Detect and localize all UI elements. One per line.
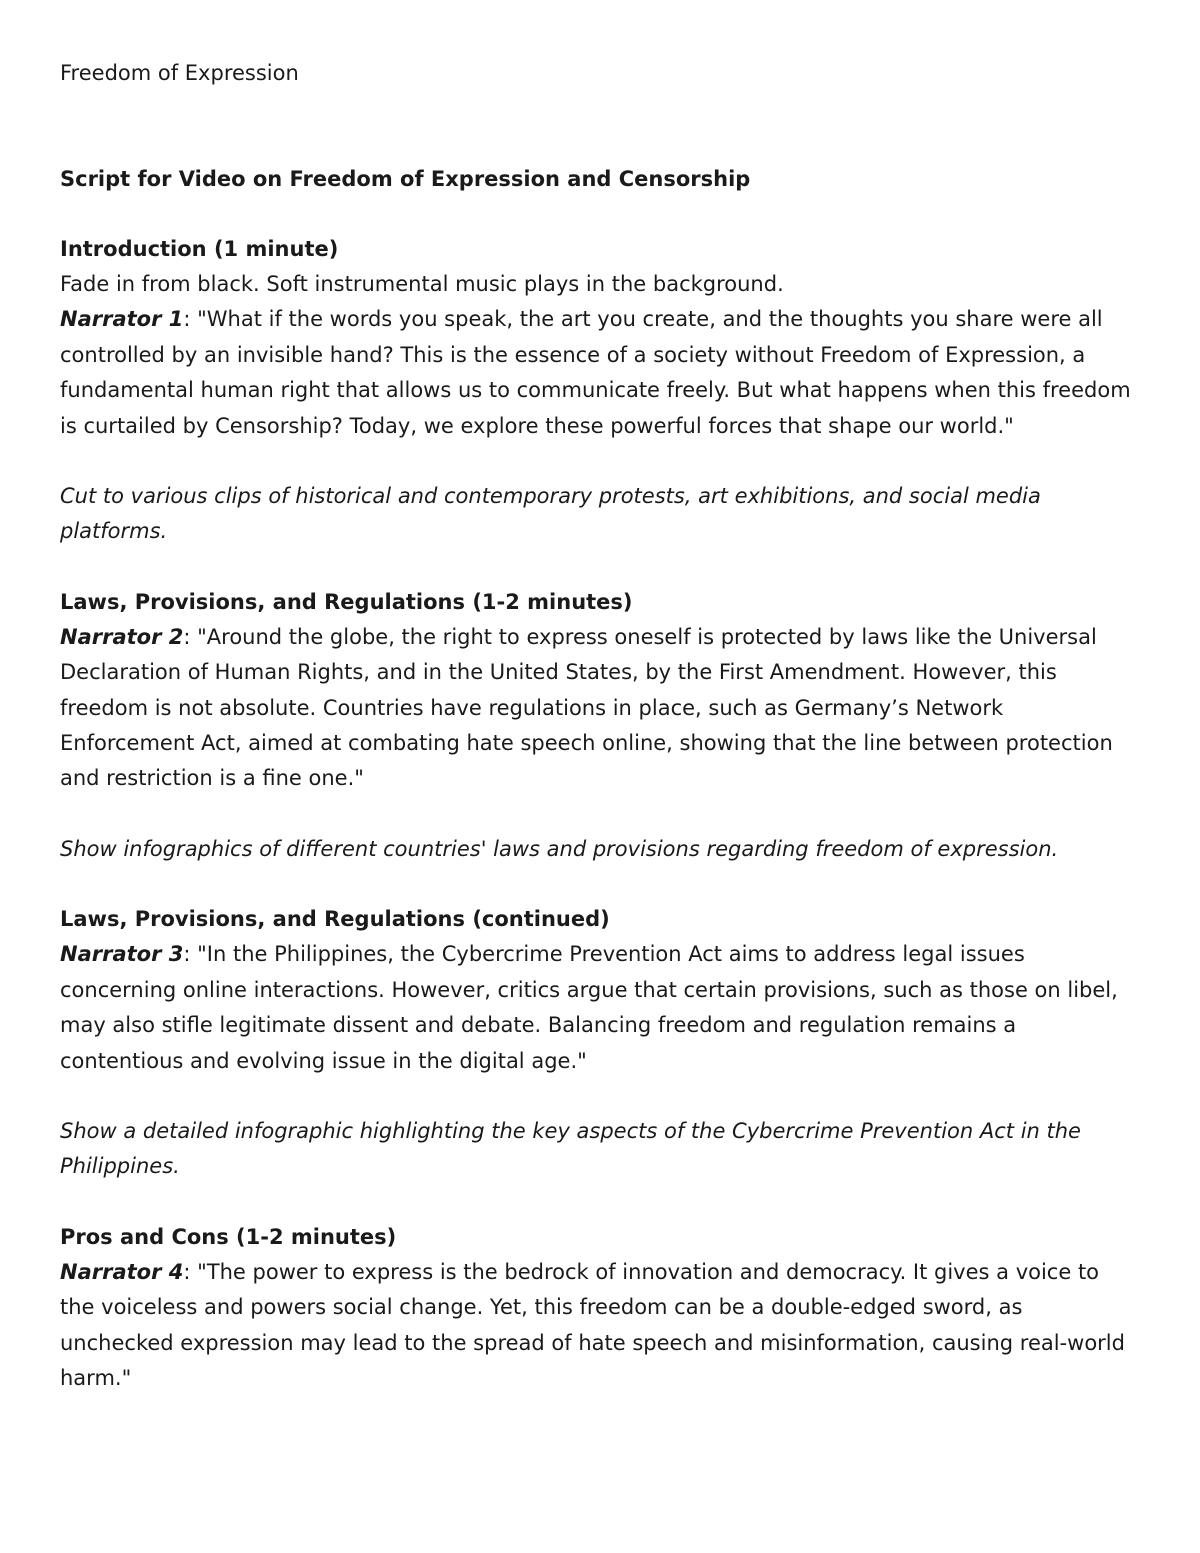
narrator-label: Narrator 1: [60, 307, 184, 332]
narrator-label: Narrator 3: [60, 942, 184, 967]
narration-text: : "The power to express is the bedrock of innovation and democracy. It gives a voice to the voiceless and powers social change. Yet, this freedom can be a double-edged sword, as unchecked expression may lead to the spread of hate speech and misinformation, causing real-world harm.": [60, 1259, 1125, 1390]
section-pros-cons: [60, 1220, 1140, 1397]
narration-paragraph: [60, 302, 1140, 444]
document-page: [60, 56, 1140, 1396]
narration-text: : "Around the globe, the right to express oneself is protected by laws like the Universal Declaration of Human Rights, and in the United States, by the First Amendment. However, this freedom is not absolute. Countries have regulations in place, such as Germany’s Network Enforcement Act, aimed at combating hate speech online, showing that the line between protection and restriction is a fine one.": [60, 624, 1113, 791]
narration-text: : "What if the words you speak, the art you create, and the thoughts you share were all controlled by an invisible hand? This is the essence of a society without Freedom of Expression, a fundamental human right that allows us to communicate freely. But what happens when this freedom is curtailed by Censorship? Today, we explore these powerful forces that shape our world.": [60, 307, 1131, 438]
narrator-label: Narrator 2: [60, 624, 184, 649]
section-laws: [60, 585, 1140, 867]
document-title: Freedom of Expression: [60, 61, 299, 85]
narration-text: : "In the Philippines, the Cybercrime Prevention Act aims to address legal issues concerning online interactions. However, critics argue that certain provisions, such as those on libel, may also stifle legitimate dissent and debate. Balancing freedom and regulation remains a contentious and evolving issue in the digital age.": [60, 942, 1118, 1073]
visual-direction: Show infographics of different countries' laws and provisions regarding freedom of expression.: [60, 836, 1059, 861]
section-heading: Pros and Cons (1-2 minutes): [60, 1224, 397, 1249]
stage-direction: Fade in from black. Soft instrumental music plays in the background.: [60, 272, 784, 296]
section-laws-continued: [60, 902, 1140, 1184]
narration-paragraph: [60, 937, 1140, 1079]
narration-paragraph: [60, 620, 1140, 797]
visual-direction: Cut to various clips of historical and contemporary protests, art exhibitions, and social media platforms.: [60, 484, 1041, 544]
narrator-label: Narrator 4: [60, 1259, 184, 1284]
section-heading: Laws, Provisions, and Regulations (continued): [60, 907, 610, 932]
script-title: Script for Video on Freedom of Expression and Censorship: [60, 167, 751, 191]
narration-paragraph: [60, 1255, 1140, 1397]
section-heading: Laws, Provisions, and Regulations (1-2 minutes): [60, 589, 633, 614]
section-introduction: [60, 232, 1140, 550]
section-heading: Introduction (1 minute): [60, 237, 339, 261]
visual-direction: Show a detailed infographic highlighting the key aspects of the Cybercrime Prevention Act in the Philippines.: [60, 1118, 1081, 1179]
